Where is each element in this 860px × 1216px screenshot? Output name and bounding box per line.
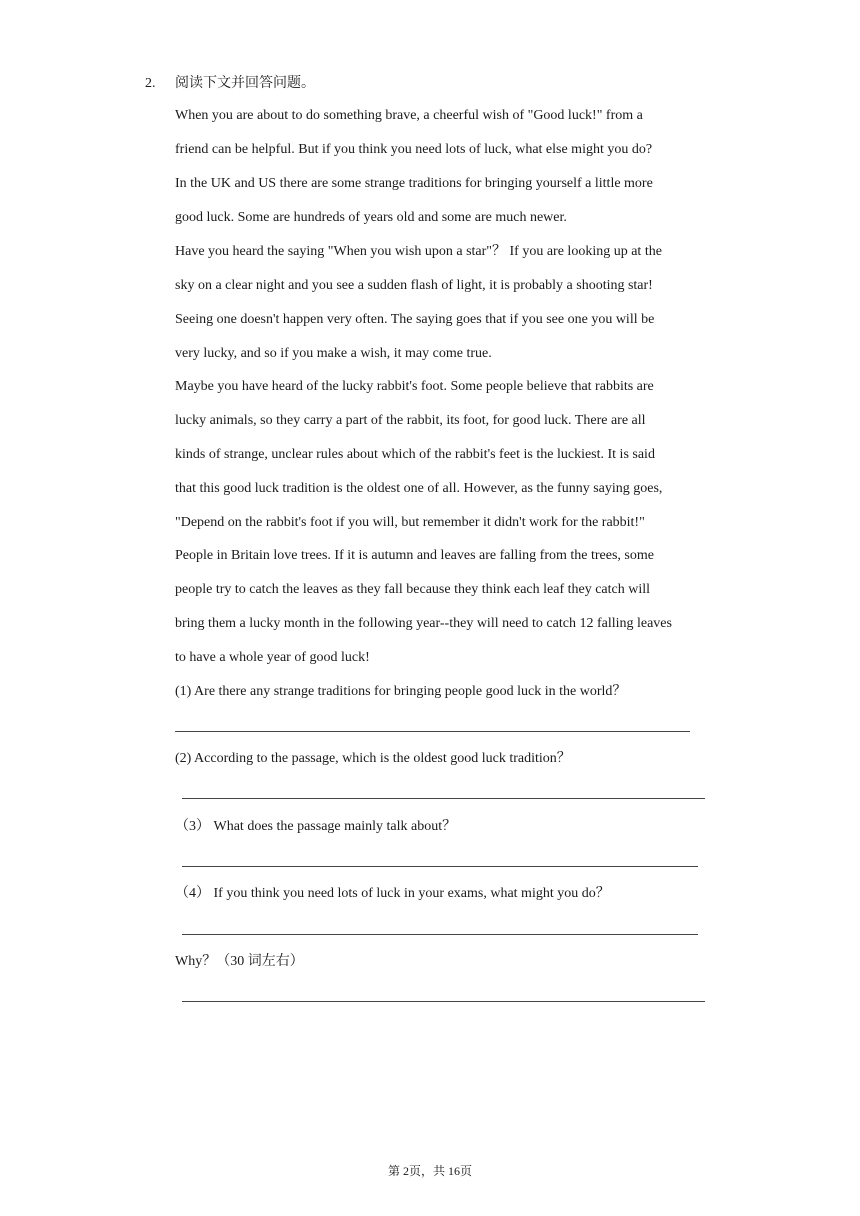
passage-line: that this good luck tradition is the oldest one of all. However, as the funny saying goes, [175, 481, 663, 496]
passage-line: kinds of strange, unclear rules about which of the rabbit's feet is the luckiest. It is said [175, 447, 655, 462]
passage-line: Have you heard the saying "When you wish upon a star"？ If you are looking up at the [175, 244, 662, 259]
sub-question-2: (2) According to the passage, which is the oldest good luck tradition？ [175, 751, 571, 766]
passage-line: very lucky, and so if you make a wish, it may come true. [175, 346, 492, 361]
passage-line: "Depend on the rabbit's foot if you will, but remember it didn't work for the rabbit!" [175, 515, 645, 530]
sub-question-1: (1) Are there any strange traditions for bringing people good luck in the world？ [175, 684, 627, 699]
passage-line: sky on a clear night and you see a sudden flash of light, it is probably a shooting star! [175, 278, 653, 293]
passage-line: People in Britain love trees. If it is autumn and leaves are falling from the trees, some [175, 548, 654, 563]
answer-blank-4[interactable] [182, 934, 698, 935]
sub-question-3: （3） What does the passage mainly talk about？ [175, 819, 457, 834]
answer-blank-2[interactable] [182, 798, 705, 799]
question-header [145, 72, 315, 92]
sub-question-4-why: Why？（30 词左右） [175, 954, 304, 969]
passage-line: Maybe you have heard of the lucky rabbit's foot. Some people believe that rabbits are [175, 379, 654, 394]
passage-line: When you are about to do something brave, a cheerful wish of "Good luck!" from a [175, 108, 643, 123]
passage-line: to have a whole year of good luck! [175, 650, 370, 665]
passage-line: people try to catch the leaves as they fall because they think each leaf they catch will [175, 582, 651, 597]
question-number: 2. [145, 76, 156, 91]
passage-line: lucky animals, so they carry a part of the rabbit, its foot, for good luck. There are all [175, 413, 646, 428]
passage-line: Seeing one doesn't happen very often. The saying goes that if you see one you will be [175, 312, 655, 327]
page-footer: 第 2页，共 16页 [387, 1164, 472, 1178]
sub-question-4: （4） If you think you need lots of luck in your exams, what might you do？ [175, 886, 610, 901]
answer-blank-5[interactable] [182, 1001, 705, 1002]
passage-line: bring them a lucky month in the following year--they will need to catch 12 falling leaves [175, 616, 672, 631]
question-instruction: 阅读下文并回答问题。 [175, 76, 315, 91]
passage-line: good luck. Some are hundreds of years old and some are much newer. [175, 210, 567, 225]
answer-blank-3[interactable] [182, 866, 698, 867]
passage-line: friend can be helpful. But if you think you need lots of luck, what else might you do? [175, 142, 653, 157]
passage-line: In the UK and US there are some strange traditions for bringing yourself a little more [175, 176, 653, 191]
answer-blank-1[interactable] [175, 731, 690, 732]
